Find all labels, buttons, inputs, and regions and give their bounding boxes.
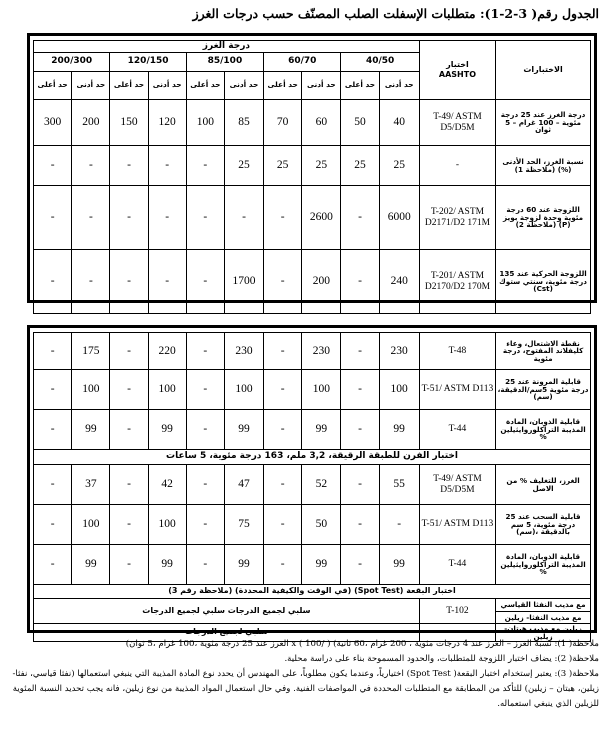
value-cell: 55 [379, 465, 419, 505]
value-cell: - [148, 186, 186, 250]
value-cell: - [34, 370, 72, 410]
value-cell: - [34, 250, 72, 314]
value-cell: 200 [302, 250, 341, 314]
method-cell: T-51/ ASTM D113 [419, 505, 495, 545]
oven-test-row: اختبار الفرن للطبقة الرقيقة، 3,2 ملم، 163 درجة مئوية، 5 ساعات [34, 450, 591, 465]
grade-60-70: 60/70 [264, 53, 341, 72]
value-cell: 99 [224, 410, 263, 450]
value-cell: - [186, 370, 224, 410]
value-cell: - [148, 146, 186, 186]
max-label: حد أعلى [110, 72, 148, 100]
value-cell: 200 [72, 100, 110, 146]
notes-section [6, 637, 599, 712]
value-cell: - [72, 250, 110, 314]
grade-120-150: 120/150 [110, 53, 186, 72]
spot-result-1: سلبي لجميع الدرجات سلبي لجميع الدرجات [34, 599, 420, 624]
value-cell: - [110, 370, 148, 410]
value-cell: - [110, 186, 148, 250]
table-row [34, 410, 591, 450]
requirements-table-part-2 [27, 325, 597, 641]
value-cell: 220 [148, 333, 186, 370]
value-cell: - [186, 186, 224, 250]
value-cell: 100 [148, 370, 186, 410]
value-cell: - [34, 545, 72, 585]
value-cell: - [186, 333, 224, 370]
value-cell: 2600 [302, 186, 341, 250]
value-cell: - [341, 545, 379, 585]
max-label: حد أعلى [264, 72, 302, 100]
value-cell: 150 [110, 100, 148, 146]
value-cell: 37 [72, 465, 110, 505]
min-label: حد أدنى [148, 72, 186, 100]
requirement-cell: قابلية الذوبان، المادة المذيبة التراكلوروايثيلين % [496, 410, 591, 450]
value-cell: 75 [224, 505, 263, 545]
spot-test-row: اختبار البقعة (Spot Test) (في الوقت والكيفية المحددة) (ملاحظة رقم 3) [34, 585, 591, 599]
value-cell: 99 [224, 545, 263, 585]
value-cell: - [148, 250, 186, 314]
min-label: حد أدنى [302, 72, 341, 100]
value-cell: - [186, 250, 224, 314]
spot-result-2: سلبي لجميع الدرجات [34, 624, 420, 642]
method-cell: T-49/ ASTM D5/D5M [419, 100, 495, 146]
value-cell: - [186, 545, 224, 585]
value-cell: 47 [224, 465, 263, 505]
value-cell: 25 [302, 146, 341, 186]
value-cell: 99 [302, 410, 341, 450]
value-cell: - [110, 410, 148, 450]
table-row [34, 250, 591, 314]
value-cell: - [110, 465, 148, 505]
requirements-header: الاختبارات [496, 41, 591, 100]
value-cell: 85 [224, 100, 263, 146]
method-cell: - [419, 146, 495, 186]
value-cell: 70 [264, 100, 302, 146]
value-cell: - [264, 465, 302, 505]
max-label: حد أعلى [186, 72, 224, 100]
value-cell: - [264, 505, 302, 545]
requirement-cell: قابلية الذوبان، المادة المذيبة التراكلوروايثيلين % [496, 545, 591, 585]
requirement-cell: اللزوجة الحركية عند 135 درجة مئوية، سنتي ستوك (Cst) [496, 250, 591, 314]
max-label: حد أعلى [34, 72, 72, 100]
table-row [34, 465, 591, 505]
table-row [34, 186, 591, 250]
value-cell: 50 [302, 505, 341, 545]
value-cell: 100 [302, 370, 341, 410]
min-label: حد أدنى [379, 72, 419, 100]
value-cell: - [34, 410, 72, 450]
value-cell: - [72, 186, 110, 250]
value-cell: - [186, 146, 224, 186]
table2-body-b [34, 465, 591, 585]
method-header [419, 41, 495, 100]
method-header-line1: اختبار [446, 59, 469, 69]
table1-body [34, 100, 591, 314]
note-3: ملاحظة( 3): يعتبر إستخدام اختبار البقعة( Spot Test) اختيارياً، وعندما يكون مطلوباً، على المهندس أن يحدد نوع المادة المذيبة التي ينبغي استعمالها (نفثا قياسي، نفثا- زيلين، هبتان – زيلين) للتأكد من المطابقة مع المتطلبات المحددة في المواصفات الفنية. وفي حال استعمال المواد المذيبة من نوع زيلين، فانه يجب تحديد النسبة المئوية للزيلين الذي ينبغي استعماله. [12, 669, 599, 710]
value-cell: 100 [186, 100, 224, 146]
value-cell: 6000 [379, 186, 419, 250]
value-cell: 25 [341, 146, 379, 186]
value-cell: 25 [224, 146, 263, 186]
value-cell: 120 [148, 100, 186, 146]
value-cell: - [110, 250, 148, 314]
method-cell: T-44 [419, 410, 495, 450]
value-cell: - [110, 505, 148, 545]
value-cell: 99 [148, 545, 186, 585]
requirement-cell: قابلية السحب عند 25 درجة مئوية، 5 سم بالدقيقة ،(سم) [496, 505, 591, 545]
table2-body-a [34, 333, 591, 450]
value-cell: - [341, 250, 379, 314]
method-header-line2: AASHTO [438, 70, 477, 79]
value-cell: - [341, 410, 379, 450]
max-label: حد أعلى [341, 72, 379, 100]
value-cell: - [34, 333, 72, 370]
value-cell: 230 [379, 333, 419, 370]
method-cell: T-48 [419, 333, 495, 370]
value-cell: - [264, 410, 302, 450]
requirement-cell: قابلية المرونة عند 25 درجة مئوية 5سم/الدقيقة، (سم) [496, 370, 591, 410]
value-cell: 60 [302, 100, 341, 146]
grade-85-100: 85/100 [186, 53, 263, 72]
value-cell: 100 [379, 370, 419, 410]
value-cell: - [264, 333, 302, 370]
value-cell: 99 [148, 410, 186, 450]
value-cell: 25 [264, 146, 302, 186]
value-cell: 100 [148, 505, 186, 545]
value-cell: 99 [72, 545, 110, 585]
requirement-cell: نسبة الغرز، الحد الأدنى (%) (ملاحظة 1) [496, 146, 591, 186]
spot-heptane-xylene: زيلين مع مذيب هبتان- زيلين [496, 624, 591, 642]
value-cell: - [110, 333, 148, 370]
min-label: حد أدنى [224, 72, 263, 100]
value-cell: 42 [148, 465, 186, 505]
value-cell: 99 [72, 410, 110, 450]
value-cell: - [264, 186, 302, 250]
value-cell: - [186, 505, 224, 545]
value-cell: - [34, 146, 72, 186]
value-cell: - [264, 250, 302, 314]
value-cell: - [34, 505, 72, 545]
value-cell: 99 [379, 545, 419, 585]
table-row [34, 545, 591, 585]
value-cell: - [34, 465, 72, 505]
note-2: ملاحظة( 2): يضاف اختبار اللزوجة للمتطلبات، والحدود المسموحة بناء على دراسة محلية. [284, 654, 599, 665]
table-row [34, 333, 591, 370]
value-cell: 25 [379, 146, 419, 186]
table-row [34, 505, 591, 545]
grade-200-300: 200/300 [34, 53, 110, 72]
value-cell: 300 [34, 100, 72, 146]
table-row [34, 146, 591, 186]
value-cell: 230 [302, 333, 341, 370]
spot-naphtha-xylene: مع مذيب النفثا- زيلين [496, 612, 591, 624]
penetration-grade-table [33, 40, 591, 314]
value-cell: 100 [224, 370, 263, 410]
method-cell: T-201/ ASTM D2170/D2 170M [419, 250, 495, 314]
value-cell: - [72, 146, 110, 186]
value-cell: 50 [341, 100, 379, 146]
method-cell: T-49/ ASTM D5/D5M [419, 465, 495, 505]
value-cell: - [341, 186, 379, 250]
value-cell: - [34, 186, 72, 250]
value-cell: 99 [302, 545, 341, 585]
value-cell: - [110, 146, 148, 186]
value-cell: 40 [379, 100, 419, 146]
value-cell: - [341, 465, 379, 505]
method-cell: T-44 [419, 545, 495, 585]
value-cell: - [224, 186, 263, 250]
value-cell: - [341, 505, 379, 545]
table-caption: الجدول رقم( 3-2-1): متطلبات الإسفلت الصلب المصنّف حسب درجات الغرز [192, 6, 599, 21]
value-cell: 1700 [224, 250, 263, 314]
spot-method: T-102 [419, 599, 495, 624]
value-cell: - [264, 370, 302, 410]
value-cell: 99 [379, 410, 419, 450]
grade-40-50: 40/50 [341, 53, 419, 72]
value-cell: - [379, 505, 419, 545]
value-cell: - [341, 370, 379, 410]
value-cell: 240 [379, 250, 419, 314]
value-cell: - [264, 545, 302, 585]
value-cell: 175 [72, 333, 110, 370]
value-cell: - [186, 465, 224, 505]
penetration-grade-table-continued [33, 332, 591, 642]
value-cell: 52 [302, 465, 341, 505]
table-row [34, 100, 591, 146]
grade-header: درجة الغرز [34, 41, 420, 53]
requirement-cell: نقطة الاشتعال، وعاء كليفلاند المفتوح، درجة مئوية [496, 333, 591, 370]
spot-standard-naphtha: مع مذيب النفثا القياسي [496, 599, 591, 612]
requirement-cell: الغرز، للتغليف % من الاصل [496, 465, 591, 505]
method-cell: T-202/ ASTM D2171/D2 171M [419, 186, 495, 250]
value-cell: 230 [224, 333, 263, 370]
min-label: حد أدنى [72, 72, 110, 100]
note-1: ملاحظة( 1): نسبة الغرز – الغرز عند 4 درجات مئوية ، 200 غرام ،60 ثانية) x ( 100/ ) الغرز عند 25 درجة مئوية ،100 غرام ،5 ثوان) [125, 639, 599, 649]
value-cell: - [341, 333, 379, 370]
table-row [34, 370, 591, 410]
value-cell: - [110, 545, 148, 585]
requirements-table-part-1 [27, 33, 597, 303]
method-cell: T-51/ ASTM D113 [419, 370, 495, 410]
requirement-cell: اللزوجة عند 60 درجة مئوية وحدة لزوجة بويز (P) (ملاحظة 2) [496, 186, 591, 250]
value-cell: 100 [72, 505, 110, 545]
requirement-cell: درجة الغرز عند 25 درجة مئوية – 100 غرام – 5 ثوان [496, 100, 591, 146]
value-cell: 100 [72, 370, 110, 410]
value-cell: - [186, 410, 224, 450]
